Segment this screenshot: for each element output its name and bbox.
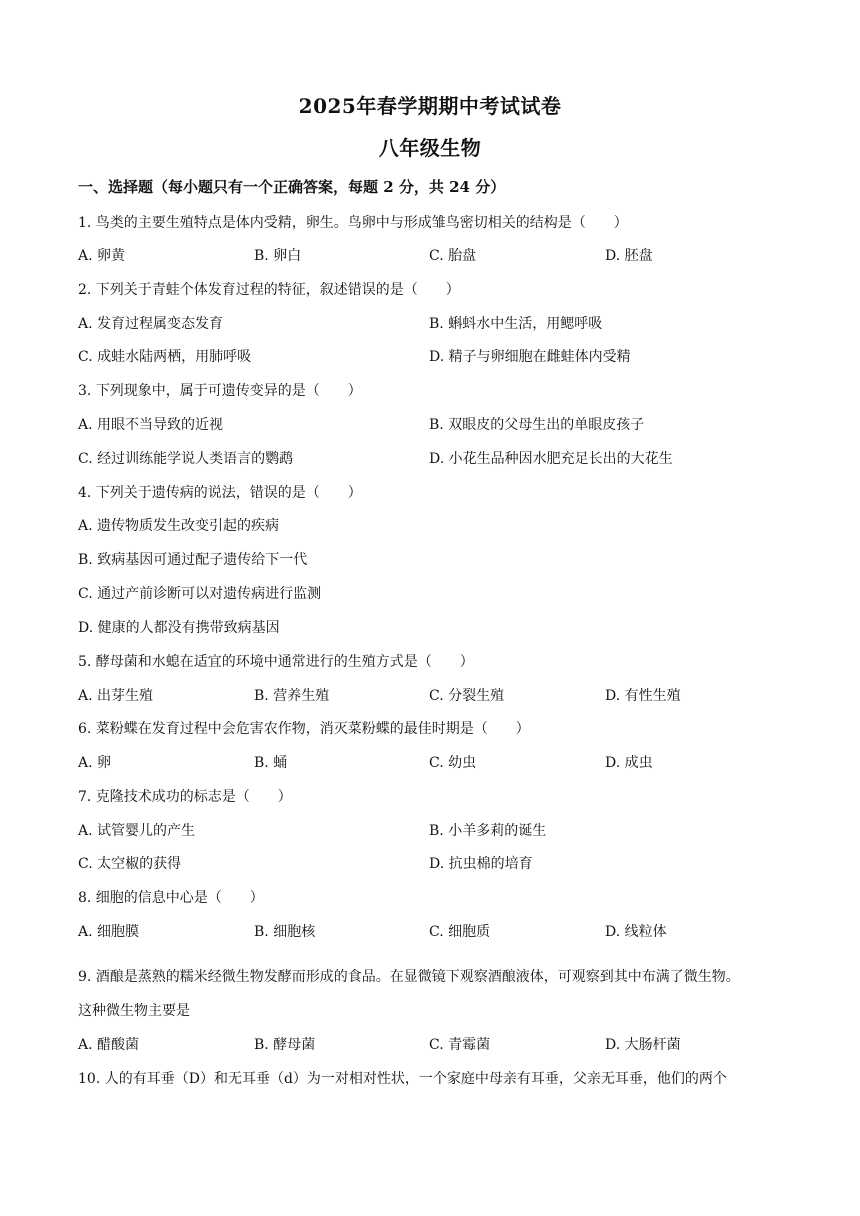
question-9-stem-continued: 这种微生物主要是: [78, 1003, 190, 1019]
question-4-option-c: C. 通过产前诊断可以对遗传病进行监测: [78, 586, 322, 602]
question-3-option-a: A. 用眼不当导致的近视: [78, 417, 224, 433]
question-10-stem: 10. 人的有耳垂（D）和无耳垂（d）为一对相对性状，一个家庭中母亲有耳垂，父亲无耳垂，他们的两个: [78, 1071, 727, 1087]
question-5-option-b: B. 营养生殖: [254, 688, 330, 704]
question-7-options-row-2: [78, 853, 798, 873]
exam-title: 2025年春学期期中考试试卷: [298, 94, 562, 118]
question-2-options-row-1: [78, 313, 798, 333]
question-9-option-d: D. 大肠杆菌: [605, 1037, 681, 1053]
question-4-option-a: A. 遗传物质发生改变引起的疾病: [78, 518, 280, 534]
question-8-option-b: B. 细胞核: [254, 924, 316, 940]
question-5-options: [78, 685, 798, 705]
question-7-stem: 7. 克隆技术成功的标志是（ ）: [78, 789, 292, 805]
question-4-option-b: B. 致病基因可通过配子遗传给下一代: [78, 552, 308, 568]
question-8-options: [78, 921, 798, 941]
question-5-option-c: C. 分裂生殖: [429, 688, 505, 704]
question-3-options-row-1: [78, 414, 798, 434]
question-2-option-d: D. 精子与卵细胞在雌蛙体内受精: [429, 349, 631, 365]
question-1-option-b: B. 卵白: [254, 248, 302, 264]
question-9-options: [78, 1034, 798, 1054]
question-5-stem: 5. 酵母菌和水螅在适宜的环境中通常进行的生殖方式是（ ）: [78, 654, 474, 670]
question-8-option-c: C. 细胞质: [429, 924, 491, 940]
question-9-option-c: C. 青霉菌: [429, 1037, 491, 1053]
question-1-options: [78, 245, 798, 265]
section-heading: 一、选择题（每小题只有一个正确答案，每题 2 分，共 24 分）: [78, 178, 506, 196]
question-5-option-a: A. 出芽生殖: [78, 688, 154, 704]
question-7-option-a: A. 试管婴儿的产生: [78, 823, 196, 839]
question-1-option-d: D. 胚盘: [605, 248, 653, 264]
question-2-stem: 2. 下列关于青蛙个体发育过程的特征，叙述错误的是（ ）: [78, 282, 460, 298]
question-7-option-d: D. 抗虫棉的培育: [429, 856, 533, 872]
question-3-option-c: C. 经过训练能学说人类语言的鹦鹉: [78, 451, 294, 467]
question-1-stem: 1. 鸟类的主要生殖特点是体内受精，卵生。鸟卵中与形成雏鸟密切相关的结构是（ ）: [78, 215, 628, 231]
question-3-option-d: D. 小花生品种因水肥充足长出的大花生: [429, 451, 673, 467]
question-4-option-d: D. 健康的人都没有携带致病基因: [78, 620, 280, 636]
question-2-option-c: C. 成蛙水陆两栖，用肺呼吸: [78, 349, 252, 365]
question-2-options-row-2: [78, 346, 798, 366]
question-2-option-b: B. 蝌蚪水中生活，用鳃呼吸: [429, 316, 603, 332]
question-6-options: [78, 752, 798, 772]
question-2-option-a: A. 发育过程属变态发育: [78, 316, 224, 332]
question-8-option-a: A. 细胞膜: [78, 924, 140, 940]
question-8-stem: 8. 细胞的信息中心是（ ）: [78, 890, 264, 906]
question-9-option-b: B. 酵母菌: [254, 1037, 316, 1053]
question-5-option-d: D. 有性生殖: [605, 688, 681, 704]
question-8-option-d: D. 线粒体: [605, 924, 667, 940]
question-6-option-b: B. 蛹: [254, 755, 288, 771]
question-6-stem: 6. 菜粉蝶在发育过程中会危害农作物，消灭菜粉蝶的最佳时期是（ ）: [78, 721, 530, 737]
question-6-option-a: A. 卵: [78, 755, 112, 771]
question-9-stem: 9. 酒酿是蒸熟的糯米经微生物发酵而形成的食品。在显微镜下观察酒酿液体，可观察到其中布满了微生物。: [78, 969, 740, 985]
question-6-option-d: D. 成虫: [605, 755, 653, 771]
question-7-option-c: C. 太空椒的获得: [78, 856, 182, 872]
exam-subject: 八年级生物: [378, 136, 482, 160]
question-1-option-a: A. 卵黄: [78, 248, 126, 264]
question-9-option-a: A. 醋酸菌: [78, 1037, 140, 1053]
question-1-option-c: C. 胎盘: [429, 248, 477, 264]
question-4-stem: 4. 下列关于遗传病的说法，错误的是（ ）: [78, 485, 362, 501]
question-7-options-row-1: [78, 820, 798, 840]
question-3-stem: 3. 下列现象中，属于可遗传变异的是（ ）: [78, 383, 362, 399]
question-7-option-b: B. 小羊多莉的诞生: [429, 823, 547, 839]
question-3-options-row-2: [78, 448, 798, 468]
question-6-option-c: C. 幼虫: [429, 755, 477, 771]
question-3-option-b: B. 双眼皮的父母生出的单眼皮孩子: [429, 417, 645, 433]
